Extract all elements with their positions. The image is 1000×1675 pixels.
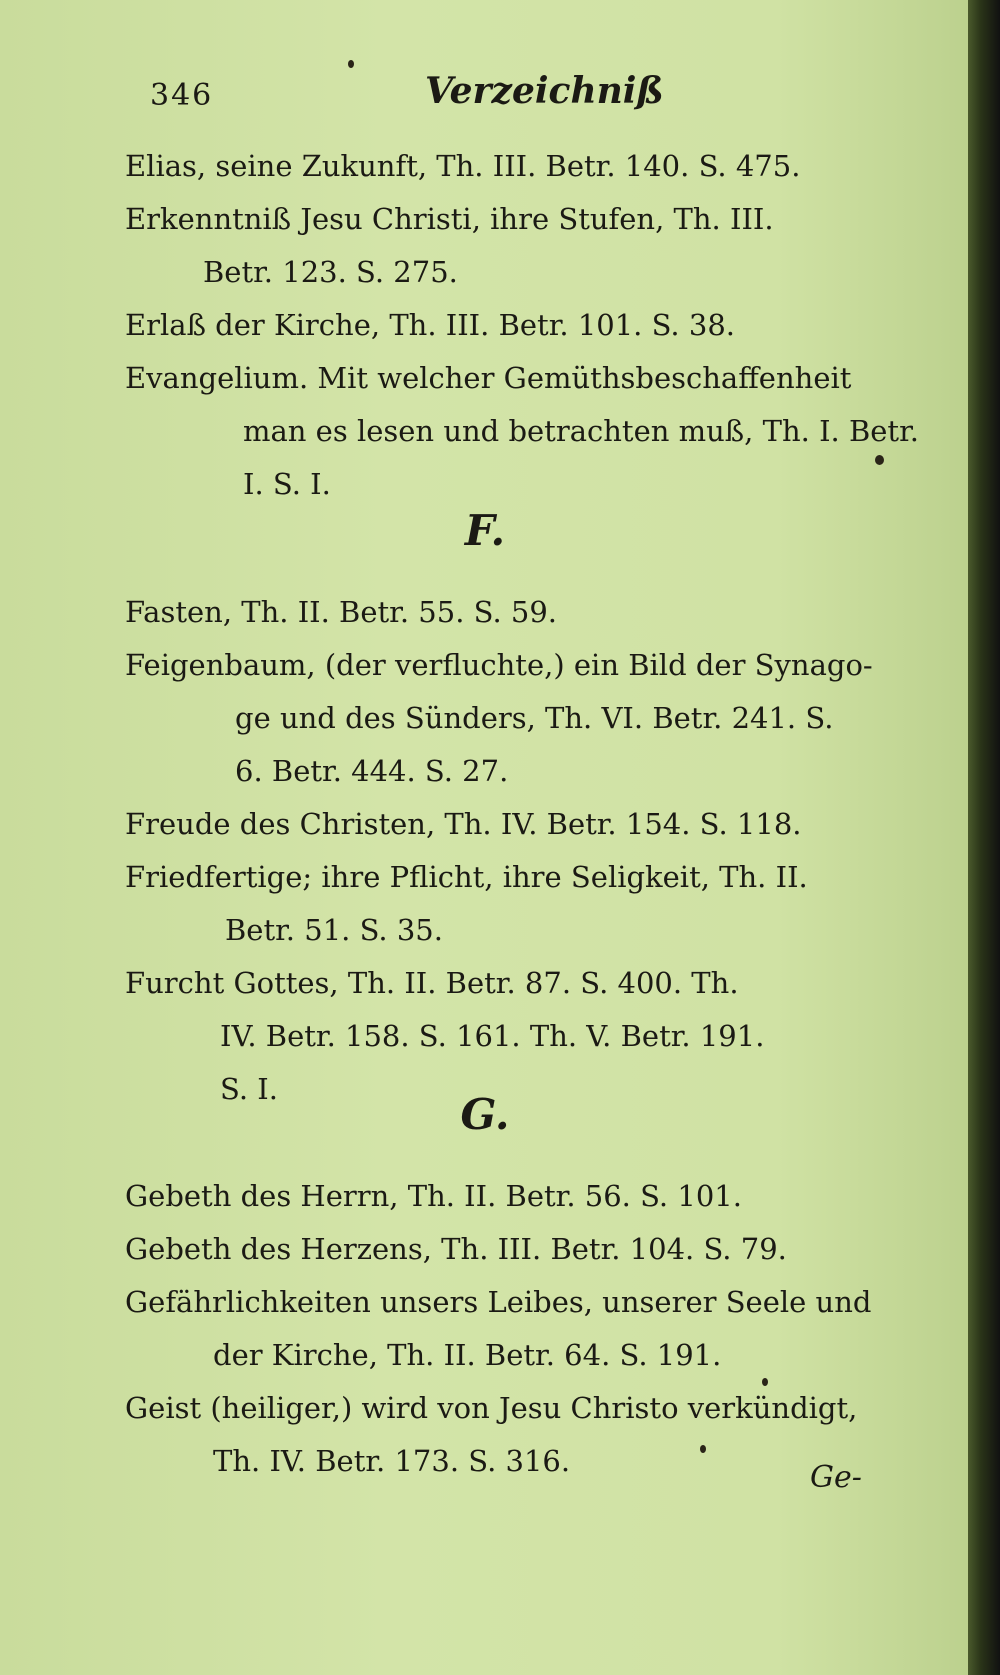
catchword: Ge- <box>810 1460 862 1495</box>
entry-line: Evangelium. Mit welcher Gemüthsbeschaffenheit <box>125 361 852 395</box>
index-entry <box>125 193 925 299</box>
index-entry <box>125 140 925 193</box>
index-section-f <box>125 478 925 1116</box>
ink-speck <box>875 455 884 465</box>
index-entry <box>125 1170 925 1223</box>
entry-line: Furcht Gottes, Th. II. Betr. 87. S. 400. Th. <box>125 966 739 1000</box>
entry-continuation: Betr. 51. S. 35. <box>225 913 443 947</box>
ink-speck <box>348 60 354 68</box>
running-head: Verzeichniß <box>425 70 664 112</box>
index-block-e <box>125 140 925 511</box>
entry-line: Fasten, Th. II. Betr. 55. S. 59. <box>125 595 558 629</box>
index-entry <box>125 639 925 798</box>
index-entry <box>125 1276 925 1382</box>
entry-continuation: Betr. 123. S. 275. <box>203 255 458 289</box>
ink-speck <box>762 1378 768 1386</box>
index-section-g <box>125 1062 925 1488</box>
entry-continuation: man es lesen und betrachten muß, Th. I. Betr. <box>243 414 919 448</box>
entry-line: Erkenntniß Jesu Christi, ihre Stufen, Th. III. <box>125 202 774 236</box>
index-entry <box>125 299 925 352</box>
index-entry <box>125 1223 925 1276</box>
index-entry <box>125 798 925 851</box>
entry-line: Elias, seine Zukunft, Th. III. Betr. 140. S. 475. <box>125 149 801 183</box>
section-letter-g: G. <box>460 1090 510 1139</box>
page-number: 346 <box>150 78 214 113</box>
entry-continuation: 6. Betr. 444. S. 27. <box>235 754 509 788</box>
section-letter-f: F. <box>464 506 506 555</box>
entry-continuation: I. S. I. <box>243 467 331 501</box>
index-entry <box>125 851 925 957</box>
entry-continuation: S. I. <box>220 1072 278 1106</box>
book-spine <box>968 0 1000 1675</box>
index-entry <box>125 586 925 639</box>
entry-line: Feigenbaum, (der verfluchte,) ein Bild der Synago- <box>125 648 873 682</box>
entry-continuation: Th. IV. Betr. 173. S. 316. <box>213 1444 571 1478</box>
entry-line: Friedfertige; ihre Pflicht, ihre Seligkeit, Th. II. <box>125 860 808 894</box>
entry-line: Gebeth des Herrn, Th. II. Betr. 56. S. 101. <box>125 1179 742 1213</box>
entry-line: Erlaß der Kirche, Th. III. Betr. 101. S. 38. <box>125 308 735 342</box>
entry-line: Gebeth des Herzens, Th. III. Betr. 104. S. 79. <box>125 1232 787 1266</box>
entry-continuation: der Kirche, Th. II. Betr. 64. S. 191. <box>213 1338 722 1372</box>
ink-speck <box>700 1445 706 1453</box>
entry-continuation: IV. Betr. 158. S. 161. Th. V. Betr. 191. <box>220 1019 765 1053</box>
page-header <box>150 70 910 130</box>
entry-line: Freude des Christen, Th. IV. Betr. 154. S. 118. <box>125 807 802 841</box>
index-entry <box>125 1382 925 1488</box>
entry-line: Geist (heiliger,) wird von Jesu Christo verkündigt, <box>125 1391 858 1425</box>
entry-continuation: ge und des Sünders, Th. VI. Betr. 241. S. <box>235 701 834 735</box>
entry-line: Gefährlichkeiten unsers Leibes, unserer Seele und <box>125 1285 872 1319</box>
